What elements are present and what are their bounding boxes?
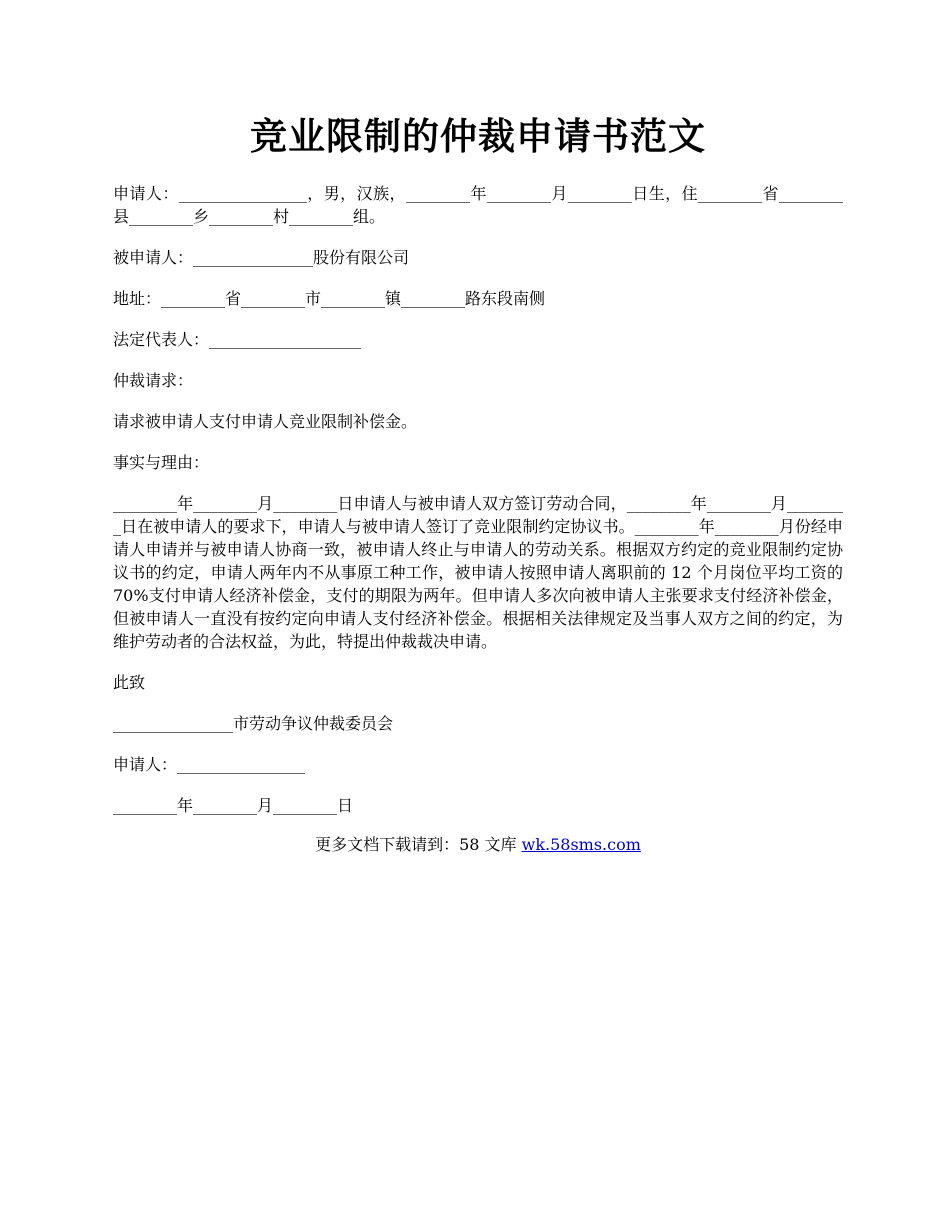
legal-representative: 法定代表人：___________________ — [113, 330, 362, 349]
facts-heading: 事实与理由： — [113, 453, 210, 472]
salutation: 此致 — [113, 673, 146, 692]
signature-applicant: 申请人：________________ — [113, 755, 306, 774]
footer — [113, 833, 843, 856]
signature-date: ________年________月________日 — [113, 796, 354, 815]
respondent-address: 地址：________省________市________镇________路东段南侧 — [113, 289, 546, 308]
claims-content: 请求被申请人支付申请人竞业限制补偿金。 — [113, 412, 418, 431]
footer-link[interactable]: wk.58sms.com — [521, 835, 641, 854]
applicant-info: 申请人：________________，男，汉族，________年________月________日生，住________省________县________乡________村________组。 — [113, 184, 843, 226]
addressee: _______________市劳动争议仲裁委员会 — [113, 714, 394, 733]
footer-text: 更多文档下载请到：58 文库 — [315, 835, 522, 854]
document-page — [113, 112, 843, 856]
document-title: 竞业限制的仲裁申请书范文 — [250, 114, 706, 158]
respondent-name: 被申请人：_______________股份有限公司 — [113, 248, 410, 267]
facts-content: ________年________月________日申请人与被申请人双方签订劳动合同，________年________月________日在被申请人的要求下，申请人与被申请人签订了竞业限制约定协议书。________年________月份经申请人申请并与被申请人协商一致，被申请人终止与申请人的劳动关系。根据双方约定的竞业限制约定协议书的约定，申请人两年内不从事原工种工作，被申请人按照申请人离职前的 12 个月岗位平均工资的 70%支付申请人经济补偿金，支付的期限为两年。但申请人多次向被申请人主张要求支付经济补偿金，但被申请人一直没有按约定向申请人支付经济补偿金。根据相关法律规定及当事人双方之间的约定，为维护劳动者的合法权益，为此，特提出仲裁裁决申请。 — [113, 494, 843, 651]
claims-heading: 仲裁请求： — [113, 371, 194, 390]
